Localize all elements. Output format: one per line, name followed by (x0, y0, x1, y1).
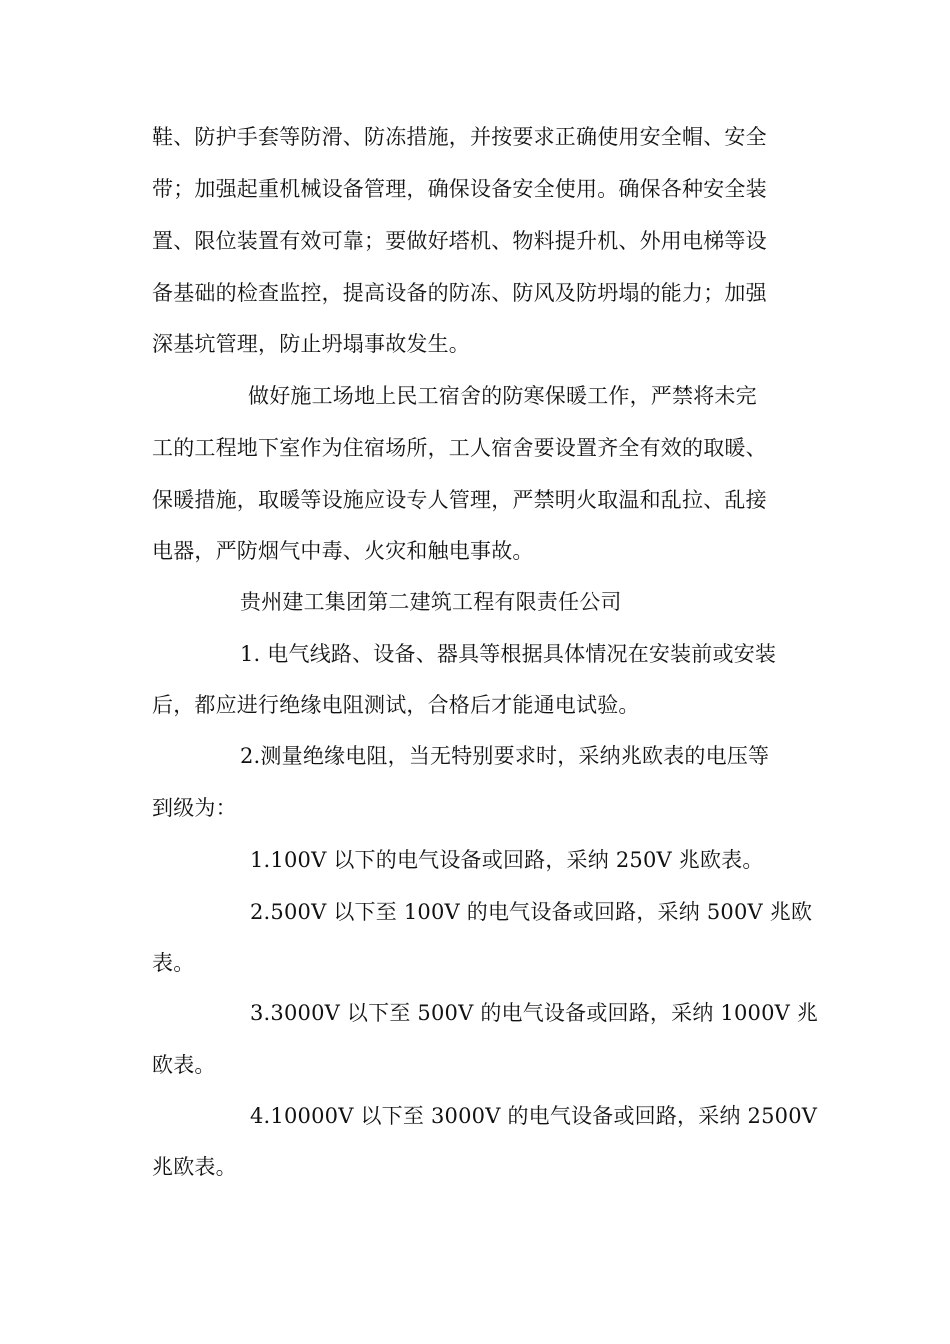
paragraph-line: 2.测量绝缘电阻，当无特别要求时，采纳兆欧表的电压等 (240, 744, 770, 768)
paragraph-line: 1. 电气线路、设备、器具等根据具体情况在安装前或安装 (240, 642, 777, 666)
paragraph-line: 备基础的检查监控，提高设备的防冻、防风及防坍塌的能力；加强 (152, 281, 767, 305)
list-item-continuation: 欧表。 (152, 1053, 216, 1077)
list-item-continuation: 兆欧表。 (152, 1155, 237, 1179)
list-item: 3.3000V 以下至 500V 的电气设备或回路，采纳 1000V 兆 (250, 1001, 819, 1025)
paragraph-line: 保暖措施，取暖等设施应设专人管理，严禁明火取温和乱拉、乱接 (152, 488, 767, 512)
list-item: 2.500V 以下至 100V 的电气设备或回路，采纳 500V 兆欧 (250, 900, 813, 924)
list-item: 1.100V 以下的电气设备或回路，采纳 250V 兆欧表。 (250, 848, 764, 872)
paragraph-line: 到级为： (152, 796, 237, 820)
list-item: 4.10000V 以下至 3000V 的电气设备或回路，采纳 2500V (250, 1104, 818, 1128)
paragraph-line: 后，都应进行绝缘电阻测试，合格后才能通电试验。 (152, 693, 640, 717)
company-name: 贵州建工集团第二建筑工程有限责任公司 (240, 590, 622, 614)
paragraph-line: 置、限位装置有效可靠；要做好塔机、物料提升机、外用电梯等设 (152, 229, 767, 253)
paragraph-line: 工的工程地下室作为住宿场所，工人宿舍要设置齐全有效的取暖、 (152, 436, 767, 460)
paragraph-line: 鞋、防护手套等防滑、防冻措施，并按要求正确使用安全帽、安全 (152, 125, 767, 149)
paragraph-line: 做好施工场地上民工宿舍的防寒保暖工作，严禁将未完 (248, 384, 757, 408)
list-item-continuation: 表。 (152, 951, 195, 975)
paragraph-line: 深基坑管理，防止坍塌事故发生。 (152, 332, 470, 356)
paragraph-line: 带；加强起重机械设备管理，确保设备安全使用。确保各种安全装 (152, 177, 767, 201)
paragraph-line: 电器，严防烟气中毒、火灾和触电事故。 (152, 539, 534, 563)
